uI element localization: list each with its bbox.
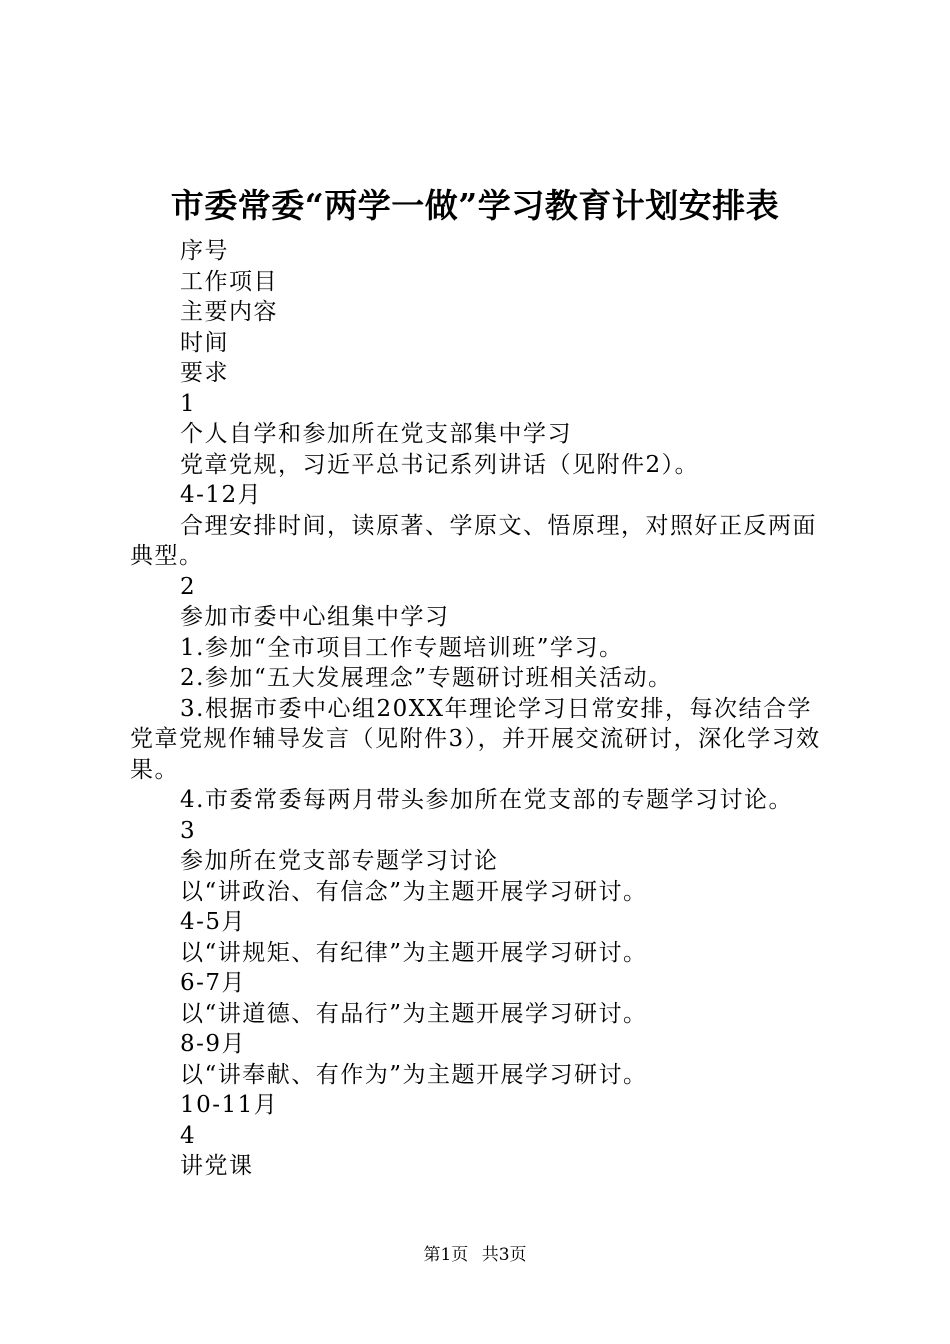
paragraph: 序号 — [180, 238, 229, 264]
paragraph: 工作项目 — [180, 268, 278, 295]
paragraph: 个人自学和参加所在党支部集中学习 — [180, 421, 572, 447]
paragraph: 以“讲政治、有信念”为主题开展学习研讨。 — [180, 878, 648, 905]
paragraph: 4 — [180, 1122, 197, 1149]
paragraph: 1.参加“全市项目工作专题培训班”学习。 — [180, 634, 624, 661]
paragraph: 3.根据市委中心组20XX年理论学习日常安排，每次结合学党章党规作辅导发言（见附件3），并开展交流研讨，深化学习效果。 — [130, 695, 821, 783]
paragraph: 以“讲规矩、有纪律”为主题开展学习研讨。 — [180, 939, 648, 966]
page-footer — [0, 1244, 950, 1266]
paragraph: 8-9月 — [180, 1031, 247, 1057]
paragraph: 时间 — [180, 329, 229, 356]
paragraph: 3 — [180, 817, 197, 844]
paragraph: 6-7月 — [180, 970, 247, 996]
paragraph: 主要内容 — [180, 299, 278, 325]
paragraph: 党章党规，习近平总书记系列讲话（见附件2）。 — [180, 451, 700, 478]
paragraph: 以“讲奉献、有作为”为主题开展学习研讨。 — [180, 1061, 648, 1088]
paragraph: 4-5月 — [180, 909, 247, 935]
page-number: 第1页 — [423, 1245, 469, 1265]
paragraph: 4.市委常委每两月带头参加所在党支部的专题学习讨论。 — [180, 787, 793, 813]
paragraph: 要求 — [180, 360, 229, 386]
paragraph: 4-12月 — [180, 482, 263, 508]
paragraph: 参加所在党支部专题学习讨论 — [180, 848, 499, 874]
paragraph: 10-11月 — [180, 1092, 279, 1118]
paragraph: 参加市委中心组集中学习 — [180, 604, 450, 630]
paragraph: 合理安排时间，读原著、学原文、悟原理，对照好正反两面典型。 — [130, 512, 817, 569]
document-title: 市委常委“两学一做”学习教育计划安排表 — [170, 186, 780, 225]
page-total: 共3页 — [481, 1245, 527, 1265]
paragraph: 以“讲道德、有品行”为主题开展学习研讨。 — [180, 1000, 648, 1027]
paragraph: 1 — [180, 390, 197, 417]
paragraph: 讲党课 — [180, 1153, 254, 1179]
paragraph: 2.参加“五大发展理念”专题研讨班相关活动。 — [180, 665, 673, 691]
paragraph: 2 — [180, 573, 197, 600]
document-body — [130, 236, 830, 1182]
